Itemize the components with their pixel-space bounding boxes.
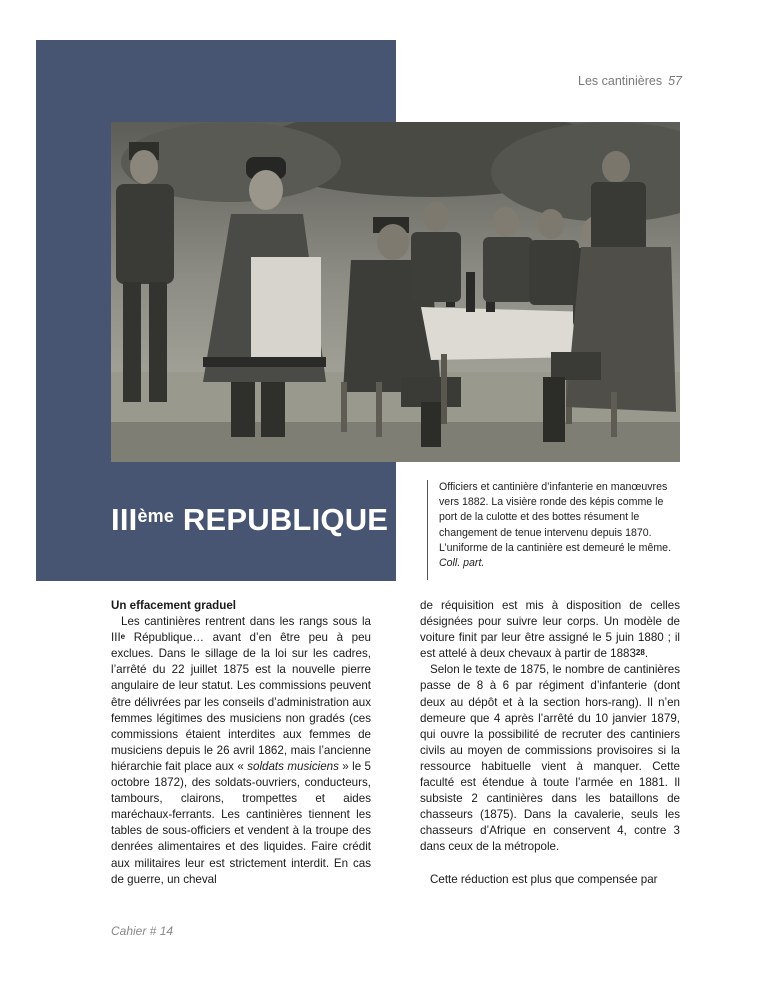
footnote-reference: 28 <box>635 648 645 658</box>
paragraph: Cette réduction est plus que compensée par <box>430 872 658 886</box>
page-footer: Cahier # 14 <box>111 924 174 938</box>
caption-text: Officiers et cantinière d’infanterie en manœuvres vers 1882. La visière ronde des képis comme le port de la culotte et des bottes résument le changement de tenue intervenu depuis 1870. L’uniforme de la cantinière est demeuré le même. <box>439 481 672 554</box>
paragraph: Selon le texte de 1875, le nombre de cantinières passe de 8 à 6 par régiment d’infanterie (dont deux au dépôt et à la section hors-rang). Il n’en demeure que 4 après l’arrêté du 10 janvier 1879, qui ouvre la possibilité de recruter des cantiniers civils au moyen de commissions provisoires si la ressource habituelle vient à manquer. Cette faculté est étendue à toute l’armée en 1881. Il subsiste 2 cantinières dans les bataillons de chasseurs (1875). Dans la cavalerie, seuls les chasseurs d’Afrique en conservent 4, contre 3 dans ceux de la métropole. <box>420 663 680 854</box>
caption-rule <box>427 480 428 580</box>
photo-caption <box>439 480 679 571</box>
paragraph-text: Les cantinières rentrent dans les rangs sous la III <box>111 615 371 645</box>
article-column-right <box>420 598 680 888</box>
article-column-left <box>111 598 371 888</box>
chapter-title-prefix: III <box>111 502 138 537</box>
paragraph <box>420 598 680 662</box>
paragraph-text: . <box>644 647 649 661</box>
running-header-section: Les cantinières <box>578 74 663 88</box>
historical-photograph <box>111 122 680 462</box>
caption-credit: Coll. part. <box>439 557 485 570</box>
paragraph <box>111 614 371 888</box>
chapter-title-superscript: ème <box>137 506 175 526</box>
page-number: 57 <box>668 74 682 88</box>
ordinal-superscript: e <box>120 632 126 642</box>
section-subheading: Un effacement graduel <box>111 599 236 612</box>
paragraph-text: République… avant d’en être peu à peu exclues. Dans le sillage de la loi sur les cadres, l’arrêté du 22 juillet 1875 est la nouvelle pierre angulaire de leur statut. Les commissions peuvent être délivrées par les conseils d’administration aux femmes légitimes des musiciens non gradés (ces commissions étaient interdites aux femmes de musiciens depuis le 26 avril 1862, mais l’ancienne hiérarchie fait place aux « <box>111 631 371 773</box>
paragraph-text: » le 5 octobre 1872), des soldats-ouvriers, conducteurs, tambours, clairons, trompettes et aides maréchaux-ferrants. Les cantinières tiennent les tables de sous-officiers et vendent à la troupe des denrées alimentaires et des liquides. Faire crédit aux militaires leur est strictement interdit. En cas de guerre, un cheval <box>111 759 372 886</box>
paragraph-text: de réquisition est mis à disposition de celles désignées pour suivre leur corps. Un modèle de voiture finit par leur être assigné le 5 juin 1880 ; il est attelé à deux chevaux à partir de 1883 <box>420 599 680 661</box>
chapter-title <box>111 500 396 540</box>
running-header <box>540 74 682 88</box>
chapter-title-main: REPUBLIQUE <box>182 502 389 537</box>
italic-quote: soldats musiciens <box>247 759 339 773</box>
